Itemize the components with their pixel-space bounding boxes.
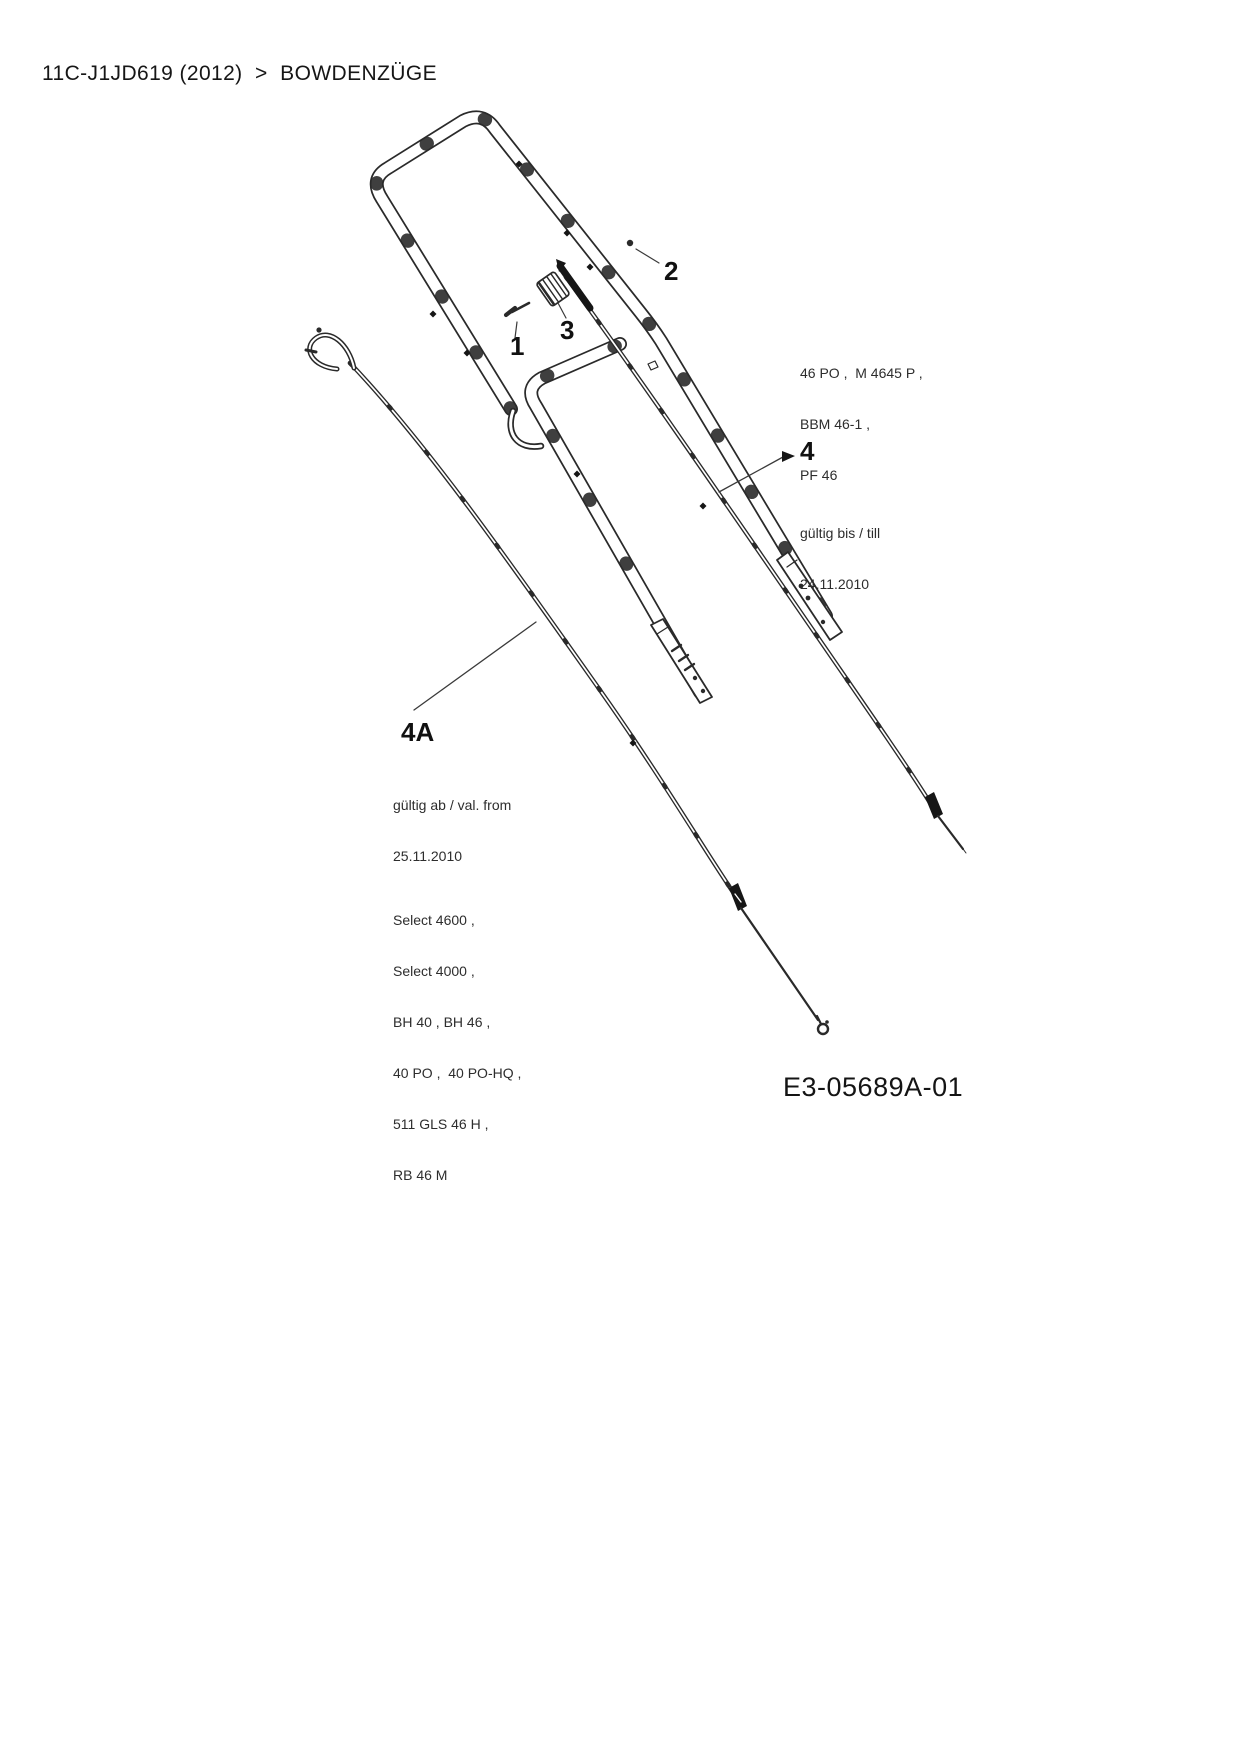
- model-list-item: BBM 46-1 ,: [800, 416, 871, 432]
- handlebar-tube-cores: [377, 117, 826, 692]
- leader-part4-arrow: [782, 451, 795, 462]
- model-list-item: 46 PO , M 4645 P ,: [800, 365, 923, 381]
- callout-part-2: 2: [664, 256, 679, 286]
- bolt-part-1: [506, 303, 529, 315]
- grip-end-left: [651, 619, 712, 703]
- note-valid-from: [393, 763, 521, 1218]
- validity-label: gültig bis / till: [800, 525, 881, 541]
- callout-part-4: 4: [800, 436, 815, 466]
- leader-part4a: [414, 622, 536, 710]
- note-valid-till: [800, 331, 923, 627]
- validity-date: 25.11.2010: [393, 848, 463, 864]
- breadcrumb: 11C-J1JD619 (2012) > BOWDENZÜGE: [42, 62, 438, 85]
- callout-part-3: 3: [560, 315, 575, 345]
- leader-part2: [636, 249, 659, 263]
- bowden-cable-4a: [306, 327, 829, 1034]
- model-list-item: Select 4000 ,: [393, 963, 475, 979]
- drawing-number: E3-05689A-01: [783, 1072, 964, 1102]
- screw-part-2: [627, 240, 633, 246]
- model-list-item: PF 46: [800, 467, 838, 483]
- model-list-item: Select 4600 ,: [393, 912, 475, 928]
- validity-label: gültig ab / val. from: [393, 797, 512, 813]
- model-list-item: 511 GLS 46 H ,: [393, 1116, 489, 1132]
- model-list-item: RB 46 M: [393, 1167, 448, 1183]
- handlebar-upper: [377, 117, 826, 616]
- model-list-item: 40 PO , 40 PO-HQ ,: [393, 1065, 522, 1081]
- callout-part-4a: 4A: [401, 717, 435, 747]
- junction-hole: [648, 361, 658, 370]
- callout-part-1: 1: [510, 331, 525, 361]
- model-list-item: BH 40 , BH 46 ,: [393, 1014, 491, 1030]
- validity-date: 24.11.2010: [800, 576, 870, 592]
